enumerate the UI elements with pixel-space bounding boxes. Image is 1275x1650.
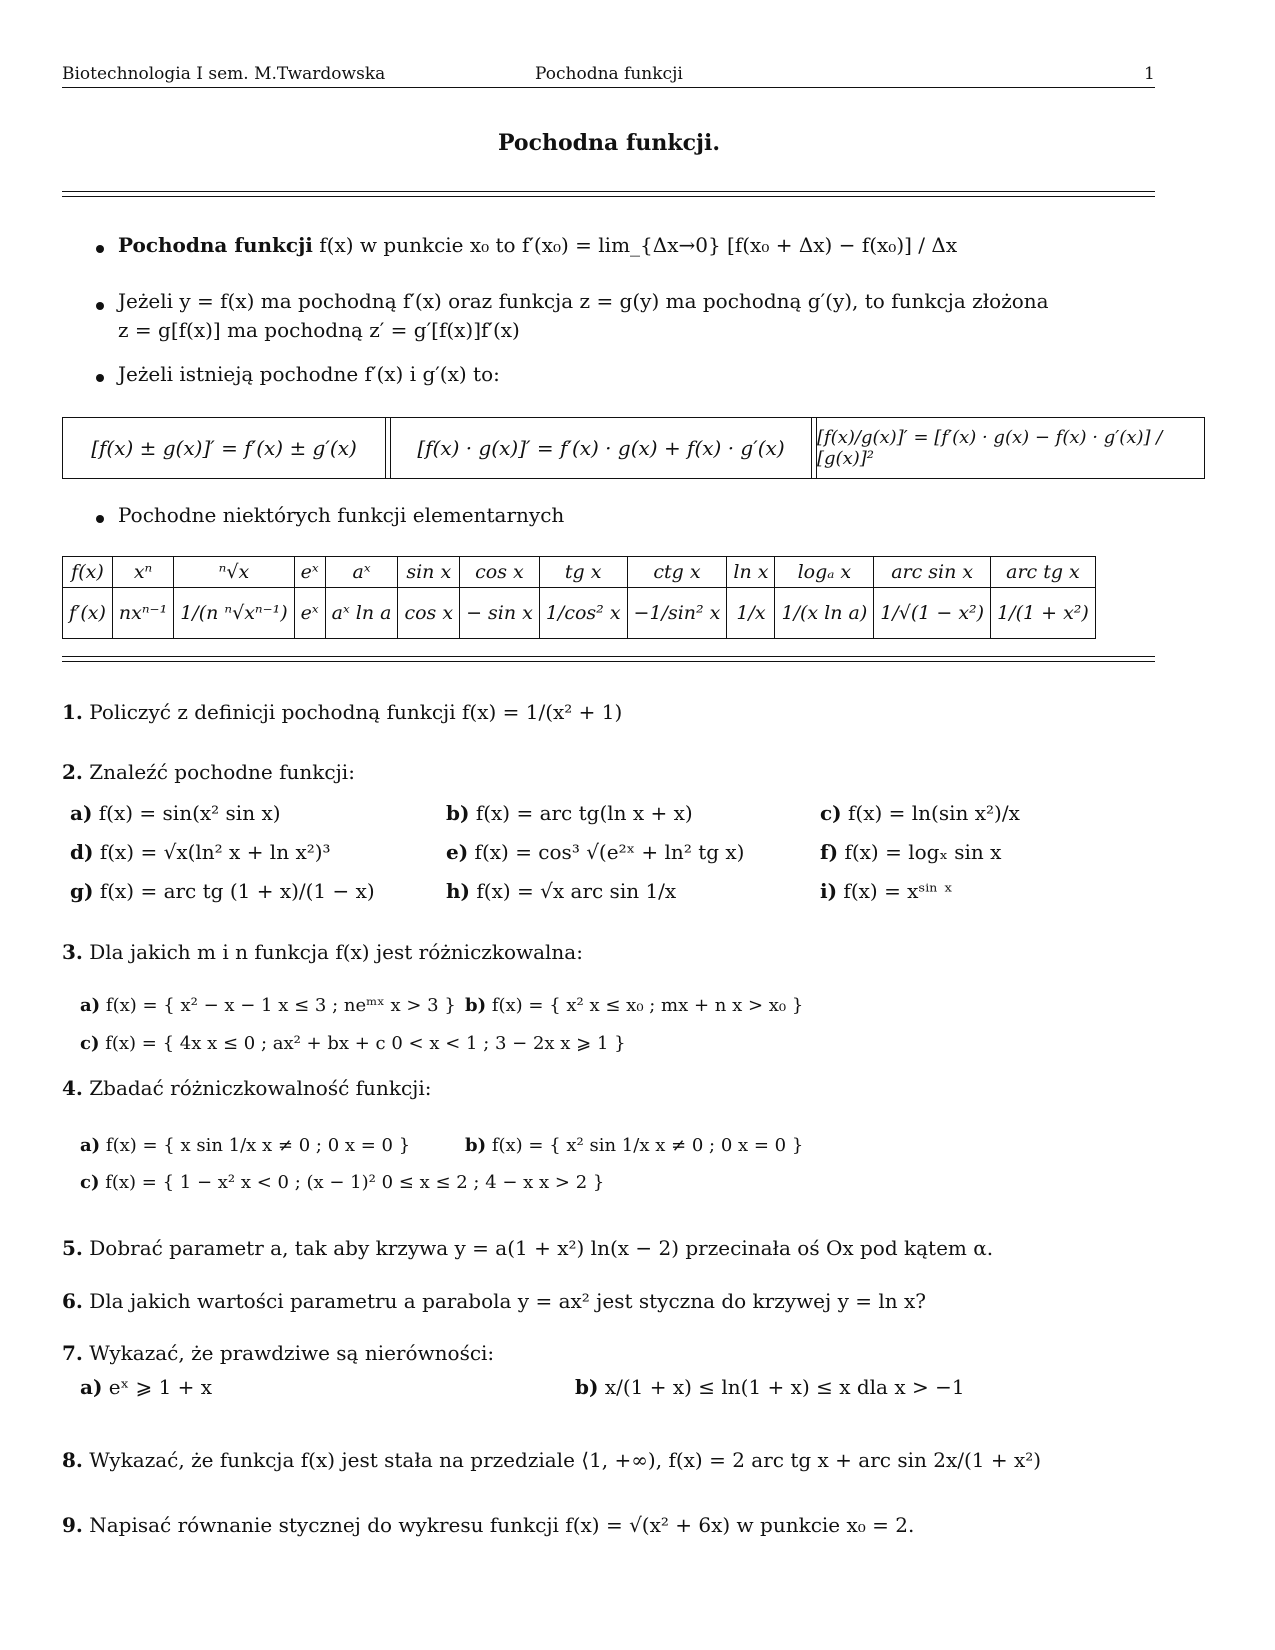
table-cell: aˣ (325, 557, 398, 588)
task-number: 1. (62, 700, 83, 724)
table-cell: logₐ x (775, 557, 874, 588)
elementary-heading: Pochodne niektórych funkcji elementarnych (118, 503, 565, 527)
page-number: 1 (1144, 64, 1155, 84)
task-2b: b) f(x) = arc tg(ln x + x) (446, 801, 693, 825)
page-title: Pochodna funkcji. (497, 130, 721, 156)
task-2 (62, 760, 355, 784)
task-3a: a) f(x) = { x² − x − 1 x ≤ 3 ; neᵐˣ x > 3 } (80, 995, 456, 1016)
table-cell: aˣ ln a (325, 588, 398, 639)
table-cell: 1/(1 + x²) (991, 588, 1096, 639)
task-3b: b) f(x) = { x² x ≤ x₀ ; mx + n x > x₀ } (465, 995, 804, 1016)
task-5 (62, 1236, 993, 1260)
task-3c: c) f(x) = { 4x x ≤ 0 ; ax² + bx + c 0 < x < 1 ; 3 − 2x x ⩾ 1 } (80, 1033, 626, 1054)
bullet-icon (96, 374, 104, 382)
task-7 (62, 1341, 494, 1365)
task-2f: f) f(x) = logₓ sin x (820, 840, 1002, 864)
task-3 (62, 940, 583, 964)
table-row-functions (63, 557, 1096, 588)
task-text: Dobrać parametr a, tak aby krzywa y = a(1 + x²) ln(x − 2) przecinała oś Ox pod kątem α. (89, 1236, 994, 1260)
task-text: Napisać równanie stycznej do wykresu funkcji f(x) = √(x² + 6x) w punkcie x₀ = 2. (89, 1513, 915, 1537)
table-cell: ctg x (627, 557, 727, 588)
bullet-icon (96, 245, 104, 253)
task-number: 5. (62, 1236, 83, 1260)
table-cell: 1/(x ln a) (775, 588, 874, 639)
bullet-icon (96, 515, 104, 523)
table-cell: sin x (398, 557, 460, 588)
task-2g: g) f(x) = arc tg (1 + x)/(1 − x) (70, 879, 375, 903)
chain-rule-line: Jeżeli y = f(x) ma pochodną f′(x) oraz funkcja z = g(y) ma pochodną g′(y), to funkcja złożona (118, 289, 1049, 313)
table-cell: arc tg x (991, 557, 1096, 588)
task-text: Policzyć z definicji pochodną funkcji f(x) = 1/(x² + 1) (89, 700, 623, 724)
task-2c: c) f(x) = ln(sin x²)/x (820, 801, 1020, 825)
task-9 (62, 1513, 914, 1537)
table-cell: xⁿ (112, 557, 173, 588)
task-6 (62, 1289, 926, 1313)
task-1 (62, 700, 622, 724)
table-cell: 1/(n ⁿ√xⁿ⁻¹) (174, 588, 294, 639)
task-text: Wykazać, że prawdziwe są nierówności: (89, 1341, 495, 1365)
task-2a: a) f(x) = sin(x² sin x) (70, 801, 281, 825)
header-center: Pochodna funkcji (535, 64, 683, 84)
derivative-rules-box (62, 417, 1205, 479)
table-row-derivatives (63, 588, 1096, 639)
task-8 (62, 1448, 1041, 1472)
task-4 (62, 1076, 431, 1100)
table-cell: tg x (539, 557, 627, 588)
task-number: 7. (62, 1341, 83, 1365)
table-cell: ⁿ√x (174, 557, 294, 588)
task-number: 9. (62, 1513, 83, 1537)
table-cell: cos x (398, 588, 460, 639)
task-text: Znaleźć pochodne funkcji: (89, 760, 355, 784)
header-rule (62, 87, 1155, 88)
task-text: Zbadać różniczkowalność funkcji: (89, 1076, 432, 1100)
task-number: 6. (62, 1289, 83, 1313)
table-cell: 1/x (727, 588, 775, 639)
task-text: Dla jakich wartości parametru a parabola y = ax² jest styczna do krzywej y = ln x? (89, 1289, 926, 1313)
rules-intro: Jeżeli istnieją pochodne f′(x) i g′(x) to: (118, 362, 500, 386)
task-number: 8. (62, 1448, 83, 1472)
table-cell: nxⁿ⁻¹ (112, 588, 173, 639)
task-text: Dla jakich m i n funkcja f(x) jest różniczkowalna: (89, 940, 583, 964)
table-cell: arc sin x (874, 557, 991, 588)
table-cell: ln x (727, 557, 775, 588)
section-double-rule (62, 656, 1155, 662)
definition-line (118, 233, 957, 257)
task-2i: i) f(x) = xˢⁱⁿ ˣ (820, 879, 953, 903)
task-number: 4. (62, 1076, 83, 1100)
chain-rule-cont: z = g[f(x)] ma pochodną z′ = g′[f(x)]f′(x) (118, 318, 520, 342)
table-cell: 1/√(1 − x²) (874, 588, 991, 639)
quotient-rule: [f(x)/g(x)]′ = [f′(x) · g(x) − f(x) · g′(x)] / [g(x)]² (817, 427, 1163, 469)
definition-bold: Pochodna funkcji (118, 233, 313, 257)
task-4b: b) f(x) = { x² sin 1/x x ≠ 0 ; 0 x = 0 } (465, 1135, 804, 1156)
definition-formula: f(x) w punkcie x₀ to f′(x₀) = lim_{Δx→0} [f(x₀ + Δx) − f(x₀)] / Δx (319, 233, 958, 257)
sum-rule: [f(x) ± g(x)]′ = f′(x) ± g′(x) (91, 436, 357, 460)
task-number: 2. (62, 760, 83, 784)
task-7a: a) eˣ ⩾ 1 + x (80, 1375, 213, 1399)
table-cell: − sin x (460, 588, 540, 639)
task-2h: h) f(x) = √x arc sin 1/x (446, 879, 677, 903)
table-cell: eˣ (294, 557, 325, 588)
table-cell: −1/sin² x (627, 588, 727, 639)
task-number: 3. (62, 940, 83, 964)
table-cell: 1/cos² x (539, 588, 627, 639)
header-left: Biotechnologia I sem. M.Twardowska (62, 64, 386, 84)
elementary-derivatives-table (62, 556, 1096, 639)
product-rule: [f(x) · g(x)]′ = f′(x) · g(x) + f(x) · g′(x) (417, 436, 785, 460)
task-2e: e) f(x) = cos³ √(e²ˣ + ln² tg x) (446, 840, 745, 864)
table-cell: f(x) (63, 557, 113, 588)
task-7b: b) x/(1 + x) ≤ ln(1 + x) ≤ x dla x > −1 (575, 1375, 965, 1399)
task-2d: d) f(x) = √x(ln² x + ln x²)³ (70, 840, 331, 864)
table-cell: eˣ (294, 588, 325, 639)
table-cell: f′(x) (63, 588, 113, 639)
task-text: Wykazać, że funkcja f(x) jest stała na przedziale ⟨1, +∞), f(x) = 2 arc tg x + arc sin 2x/(1 + x²) (89, 1448, 1042, 1472)
task-4c: c) f(x) = { 1 − x² x < 0 ; (x − 1)² 0 ≤ x ≤ 2 ; 4 − x x > 2 } (80, 1172, 605, 1193)
title-double-rule (62, 191, 1155, 197)
table-cell: cos x (460, 557, 540, 588)
bullet-icon (96, 302, 104, 310)
task-4a: a) f(x) = { x sin 1/x x ≠ 0 ; 0 x = 0 } (80, 1135, 411, 1156)
